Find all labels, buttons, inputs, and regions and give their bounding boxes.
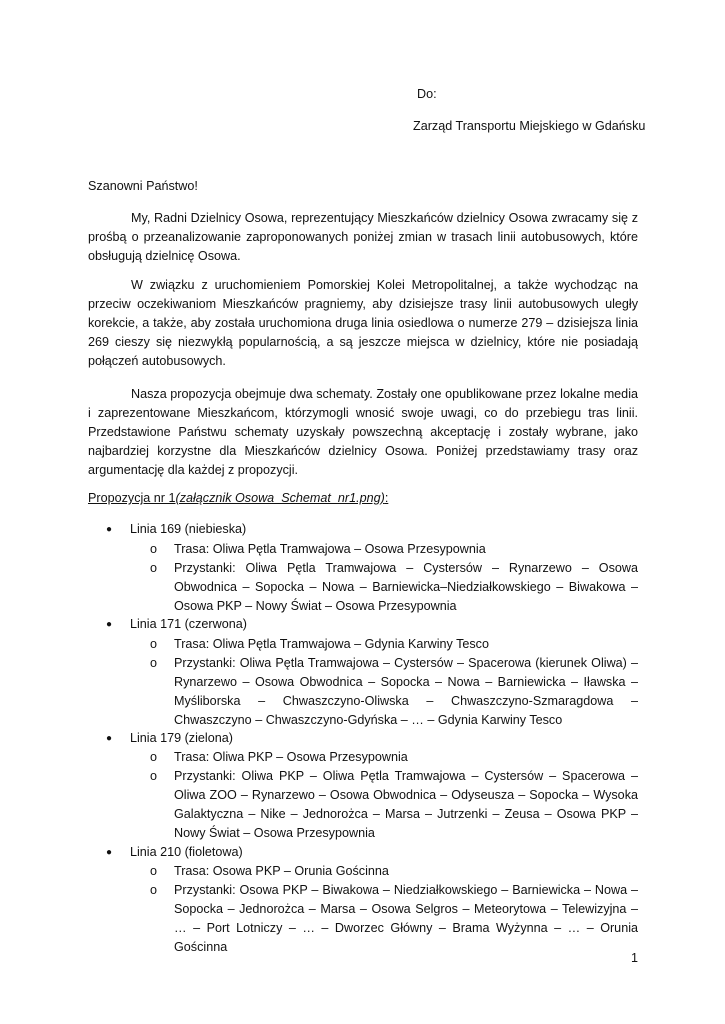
line-item xyxy=(0,615,725,634)
proposal-heading-suffix: : xyxy=(384,491,389,505)
stops-text: Przystanki: Osowa PKP – Biwakowa – Niedziałkowskiego – Barniewicka – Nowa – Sopocka – Jednorożca – Marsa – Osowa Selgros – Meteorytowa – Telewizyjna – … – Port Lotniczy – … – Dworzec Główny – Brama Wyżynna – … – Orunia Gościnna xyxy=(174,883,638,954)
bullet-icon: ● xyxy=(106,733,113,744)
proposal-heading-attachment: (załącznik Osowa_Schemat_nr1.png) xyxy=(175,491,385,505)
sub-bullet-icon: o xyxy=(150,637,158,651)
recipient: Zarząd Transportu Miejskiego w Gdańsku xyxy=(413,119,646,133)
bullet-icon: ● xyxy=(106,619,113,630)
stops-text: Przystanki: Oliwa PKP – Oliwa Pętla Tramwajowa – Cystersów – Spacerowa – Oliwa ZOO – Rynarzewo – Osowa Obwodnica – Odyseusza – Sopocka – Wysoka Galaktyczna – Nike – Jednorożca – Marsa – Jutrzenki – Zeusa – Osowa PKP – Nowy Świat – Osowa Przesypownia xyxy=(174,769,638,840)
to-label: Do: xyxy=(417,87,437,101)
sub-bullet-icon: o xyxy=(150,883,158,897)
line-title: Linia 210 (fioletowa) xyxy=(130,845,243,859)
sub-bullet-icon: o xyxy=(150,542,158,556)
sub-bullet-icon: o xyxy=(150,561,158,575)
line-title: Linia 179 (zielona) xyxy=(130,731,233,745)
proposal-heading xyxy=(88,490,388,507)
salutation: Szanowni Państwo! xyxy=(88,179,198,193)
stops-text: Przystanki: Oliwa Pętla Tramwajowa – Cystersów – Rynarzewo – Osowa Obwodnica – Sopocka – Nowa – Barniewicka–Niedziałkowskiego – Biwakowa – Osowa PKP – Nowy Świat – Osowa Przesypownia xyxy=(174,561,638,613)
page-number: 1 xyxy=(631,951,639,965)
sub-bullet-icon: o xyxy=(150,864,158,878)
stops-text: Przystanki: Oliwa Pętla Tramwajowa – Cystersów – Spacerowa (kierunek Oliwa) – Rynarzewo – Osowa Obwodnica – Sopocka – Nowa – Barniewicka – Iławska – Myśliborska – Chwaszczyno-Oliwska – Chwaszczyno-Szmaragdowa – Chwaszczyno – Chwaszczyno-Gdyńska – … – Gdynia Karwiny Tesco xyxy=(174,656,638,727)
line-item xyxy=(0,729,725,748)
paragraph-1: My, Radni Dzielnicy Osowa, reprezentujący Mieszkańców dzielnicy Osowa zwracamy się z prośbą o przeanalizowanie zaproponowanych poniżej zmian w trasach linii autobusowych, które obsługują dzielnicę Osowa. xyxy=(88,211,638,263)
route-text: Trasa: Oliwa PKP – Osowa Przesypownia xyxy=(174,750,408,764)
sub-bullet-icon: o xyxy=(150,750,158,764)
proposal-heading-prefix: Propozycja nr 1 xyxy=(88,491,176,505)
paragraph-3: Nasza propozycja obejmuje dwa schematy. Zostały one opublikowane przez lokalne media i zaprezentowane Mieszkańcom, którzymogli wnosić swoje uwagi, co do przebiegu tras linii. Przedstawione Państwu schematy uzyskały powszechną akceptację i zostały wybrane, jako najbardziej korzystne dla Mieszkańców dzielnicy Osowa. Poniżej przedstawiamy trasy oraz argumentację dla każdej z propozycji. xyxy=(88,387,638,477)
route-text: Trasa: Oliwa Pętla Tramwajowa – Gdynia Karwiny Tesco xyxy=(174,637,489,651)
line-item xyxy=(0,843,725,862)
route-text: Trasa: Oliwa Pętla Tramwajowa – Osowa Przesypownia xyxy=(174,542,486,556)
line-title: Linia 169 (niebieska) xyxy=(130,522,247,536)
bullet-icon: ● xyxy=(106,524,113,535)
route-text: Trasa: Osowa PKP – Orunia Gościnna xyxy=(174,864,389,878)
bullet-icon: ● xyxy=(106,847,113,858)
sub-bullet-icon: o xyxy=(150,656,158,670)
paragraph-2: W związku z uruchomieniem Pomorskiej Kolei Metropolitalnej, a także wychodząc na przeciw oczekiwaniom Mieszkańców pragniemy, aby dzisiejsze trasy linii autobusowych uległy korekcie, a także, aby została uruchomiona druga linia osiedlowa o numerze 279 – dzisiejsza linia 269 cieszy się niezwykłą popularnością, a są jeszcze miejsca w dzielnicy, które nie posiadają połączeń autobusowych. xyxy=(88,278,638,368)
line-item xyxy=(0,520,725,539)
line-title: Linia 171 (czerwona) xyxy=(130,617,247,631)
sub-bullet-icon: o xyxy=(150,769,158,783)
